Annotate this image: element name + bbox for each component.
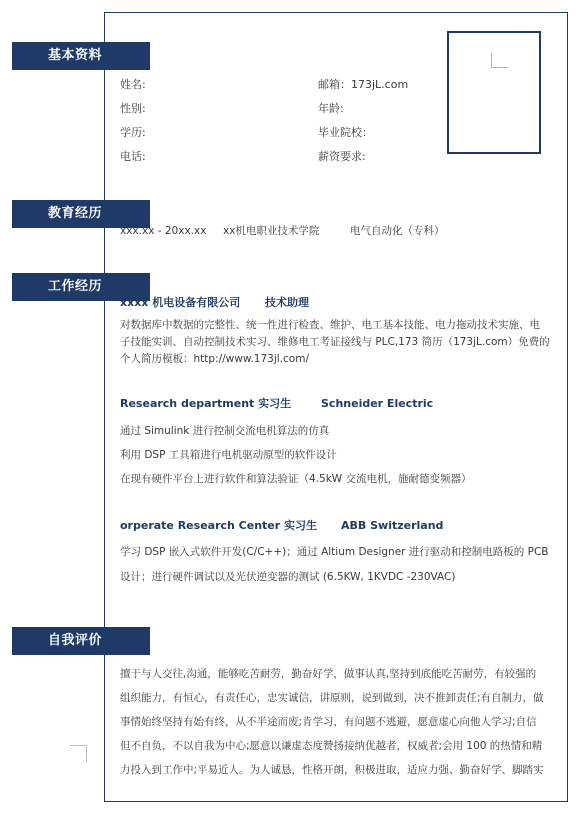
age-label: 年龄: bbox=[318, 102, 344, 115]
job2-line-2: 利用 DSP 工具箱进行电机驱动原型的软件设计 bbox=[120, 449, 337, 461]
self-line-3: 事情始终坚持有始有终，从不半途而废;肯学习，有问题不逃避，愿意虚心向他人学习;自信 bbox=[120, 716, 537, 728]
job3-line-2: 设计；进行硬件调试以及光伏逆变器的测试 (6.5KW, 1KVDC -230VAC) bbox=[120, 571, 456, 583]
job1-line-2: 子技能实训、自动控制技术实习、维修电工考证接线与 PLC,173 简历（173jL.com）免费的 bbox=[120, 336, 550, 348]
school-label: 毕业院校： bbox=[318, 126, 373, 139]
photo-corner-mark bbox=[491, 53, 508, 68]
job3-org: ABB Switzerland bbox=[341, 519, 444, 532]
job2-org: Schneider Electric bbox=[321, 397, 434, 410]
section-education-header: 教育经历 bbox=[12, 200, 150, 228]
email-label: 邮箱：173jL.com bbox=[318, 78, 409, 91]
phone-label: 电话: bbox=[120, 150, 146, 163]
section-self-header: 自我评价 bbox=[12, 627, 150, 655]
self-line-2: 组织能力，有恒心，有责任心，忠实诚信，讲原则，说到做到，决不推卸责任;有自制力，做 bbox=[120, 692, 544, 704]
job2-line-1: 通过 Simulink 进行控制交流电机算法的仿真 bbox=[120, 425, 330, 437]
education-period: xxx.xx - 20xx.xx bbox=[120, 225, 207, 237]
self-line-4: 但不自负，不以自我为中心;愿意以谦虚态度赞扬接纳优越者，权威者;会用 100 的热情和精 bbox=[120, 740, 543, 752]
salary-label: 薪资要求: bbox=[318, 150, 366, 163]
page-corner-mark bbox=[70, 745, 87, 762]
education-major: 电气自动化（专科） bbox=[350, 225, 445, 237]
gender-label: 性别: bbox=[120, 102, 146, 115]
degree-label: 学历: bbox=[120, 126, 146, 139]
job3-company: orperate Research Center 实习生 bbox=[120, 519, 318, 532]
section-basic-header: 基本资料 bbox=[12, 42, 150, 70]
job3-line-1: 学习 DSP 嵌入式软件开发(C/C++)；通过 Altium Designer 进行驱动和控制电路板的 PCB bbox=[120, 546, 549, 558]
job1-line-3: 个人简历模板：http://www.173jl.com/ bbox=[120, 353, 309, 365]
self-line-1: 擅于与人交往,沟通，能够吃苦耐劳，勤奋好学，做事认真,坚持到底能吃苦耐劳，有较强的 bbox=[120, 668, 537, 680]
section-work-header: 工作经历 bbox=[12, 273, 150, 301]
job2-line-3: 在现有硬件平台上进行软件和算法验证（4.5kW 交流电机，施耐德变频器） bbox=[120, 473, 472, 485]
job1-line-1: 对数据库中数据的完整性、统一性进行检查、维护、电工基本技能、电力拖动技术实施、电 bbox=[120, 319, 540, 331]
name-label: 姓名: bbox=[120, 78, 146, 91]
education-school: xx机电职业技术学院 bbox=[223, 225, 320, 237]
self-line-5: 力投入到工作中;平易近人。为人诚恳，性格开朗，积极进取，适应力强、勤奋好学、脚踏实 bbox=[120, 764, 544, 776]
job1-company: xxxx 机电设备有限公司 bbox=[120, 296, 241, 309]
photo-placeholder[interactable] bbox=[447, 31, 541, 154]
job2-company: Research department 实习生 bbox=[120, 397, 292, 410]
job1-role: 技术助理 bbox=[265, 296, 309, 309]
